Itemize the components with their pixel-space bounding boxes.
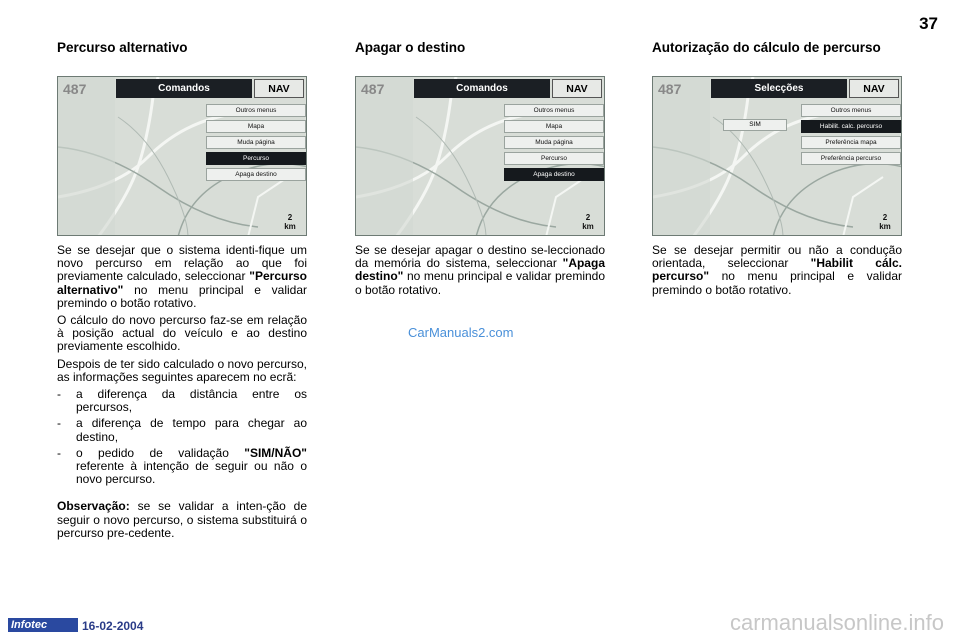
section-body (355, 244, 605, 297)
map-scale (578, 213, 598, 231)
scale-value: 2 (287, 213, 293, 222)
bold-text: "Habilit cálc. percurso" (652, 256, 902, 284)
menu-item-apaga-destino: Apaga destino (206, 168, 306, 181)
menu-item-outros-menus: Outros menus (206, 104, 306, 117)
footer-date: 16-02-2004 (82, 619, 144, 633)
watermark: CarManuals2.com (408, 325, 514, 340)
paragraph (57, 244, 307, 310)
list-item (57, 447, 307, 487)
text: a diferença de tempo para chegar ao destino, (76, 416, 307, 444)
signal-logo-icon (359, 79, 411, 99)
svg-text:487: 487 (63, 81, 87, 97)
bullet-dash: - (57, 416, 61, 431)
section-heading: Percurso alternativo (57, 40, 188, 55)
section-body (57, 244, 307, 540)
scale-unit: km (582, 222, 594, 231)
bullet-dash: - (57, 445, 61, 460)
section-percurso-alternativo (57, 40, 307, 544)
signal-logo-icon (61, 79, 113, 99)
text: no menu principal e validar premindo o botão rotativo. (652, 269, 902, 297)
menu-item-habilit-calc-percurso: Habilit. calc. percurso (801, 120, 901, 133)
section-apagar-destino (355, 40, 605, 301)
section-autorizacao-calculo (652, 40, 902, 301)
text: se se validar a inten-ção de seguir o novo percurso, o sistema substituirá o percurso pre-cedente. (57, 499, 307, 540)
menu-item-outros-menus: Outros menus (504, 104, 604, 117)
section-heading: Apagar o destino (355, 40, 466, 55)
screen-title: Comandos (414, 79, 550, 98)
text: a diferença da distância entre os percursos, (76, 387, 307, 415)
screen-menu (206, 104, 306, 184)
bullet-list (57, 388, 307, 486)
scale-value: 2 (882, 213, 888, 222)
footer-site-watermark: carmanualsonline.info (729, 610, 944, 635)
paragraph (355, 244, 605, 297)
menu-item-percurso: Percurso (504, 152, 604, 165)
text: Se se desejar apagar o destino se-leccionado da memória do sistema, seleccionar (355, 243, 605, 271)
screen-menu (504, 104, 604, 184)
svg-text:487: 487 (658, 81, 682, 97)
bold-text: "Apaga destino" (355, 256, 605, 284)
text: o pedido de validação (76, 445, 245, 460)
page-number: 37 (919, 14, 938, 33)
menu-item-mapa: Mapa (206, 120, 306, 133)
screen-title: Selecções (711, 79, 847, 98)
note-paragraph (57, 500, 307, 540)
text: referente à intenção de seguir ou não o novo percurso. (76, 459, 307, 487)
menu-item-preferencia-mapa: Preferência mapa (801, 136, 901, 149)
menu-item-preferencia-percurso: Preferência percurso (801, 152, 901, 165)
menu-item-muda-pagina: Muda página (504, 136, 604, 149)
text: no menu principal e validar premindo o botão rotativo. (355, 269, 605, 297)
bold-text: "Percurso alternativo" (57, 269, 307, 297)
bold-text: "SIM/NÃO" (244, 445, 307, 460)
bullet-dash: - (57, 387, 61, 402)
scale-unit: km (879, 222, 891, 231)
menu-item-percurso: Percurso (206, 152, 306, 165)
menu-item-muda-pagina: Muda página (206, 136, 306, 149)
paragraph (652, 244, 902, 297)
list-item (57, 417, 307, 443)
section-heading: Autorização do cálculo de percurso (652, 40, 881, 55)
list-item (57, 388, 307, 414)
scale-unit: km (284, 222, 296, 231)
menu-item-apaga-destino: Apaga destino (504, 168, 604, 181)
text: no menu principal e validar premindo o botão rotativo. (57, 282, 307, 310)
menu-item-mapa: Mapa (504, 120, 604, 133)
footer-brand-logo: Infotec (8, 618, 78, 632)
svg-text:487: 487 (361, 81, 385, 97)
map-scale (875, 213, 895, 231)
nav-button: NAV (254, 79, 304, 98)
paragraph: O cálculo do novo percurso faz-se em relação à posição actual do veículo e ao destino previamente escolhido. (57, 313, 307, 354)
screen-menu (801, 104, 901, 168)
scale-value: 2 (585, 213, 591, 222)
menu-item-outros-menus: Outros menus (801, 104, 901, 117)
nav-screen-illustration (57, 76, 307, 236)
nav-screen-illustration (652, 76, 902, 236)
nav-screen-illustration (355, 76, 605, 236)
text: Se se desejar permitir ou não a condução orientada, seleccionar (652, 243, 902, 271)
section-body (652, 244, 902, 297)
nav-button: NAV (849, 79, 899, 98)
map-scale (280, 213, 300, 231)
sim-option: SIM (723, 119, 787, 131)
nav-button: NAV (552, 79, 602, 98)
bold-text: Observação: (57, 499, 130, 514)
screen-title: Comandos (116, 79, 252, 98)
signal-logo-icon (656, 79, 708, 99)
paragraph: Despois de ter sido calculado o novo percurso, as informações seguintes aparecem no ecrã: (57, 356, 307, 384)
text: Se se desejar que o sistema identi-fique um novo percurso em relação ao que foi previamente calculado, seleccionar (57, 243, 307, 284)
